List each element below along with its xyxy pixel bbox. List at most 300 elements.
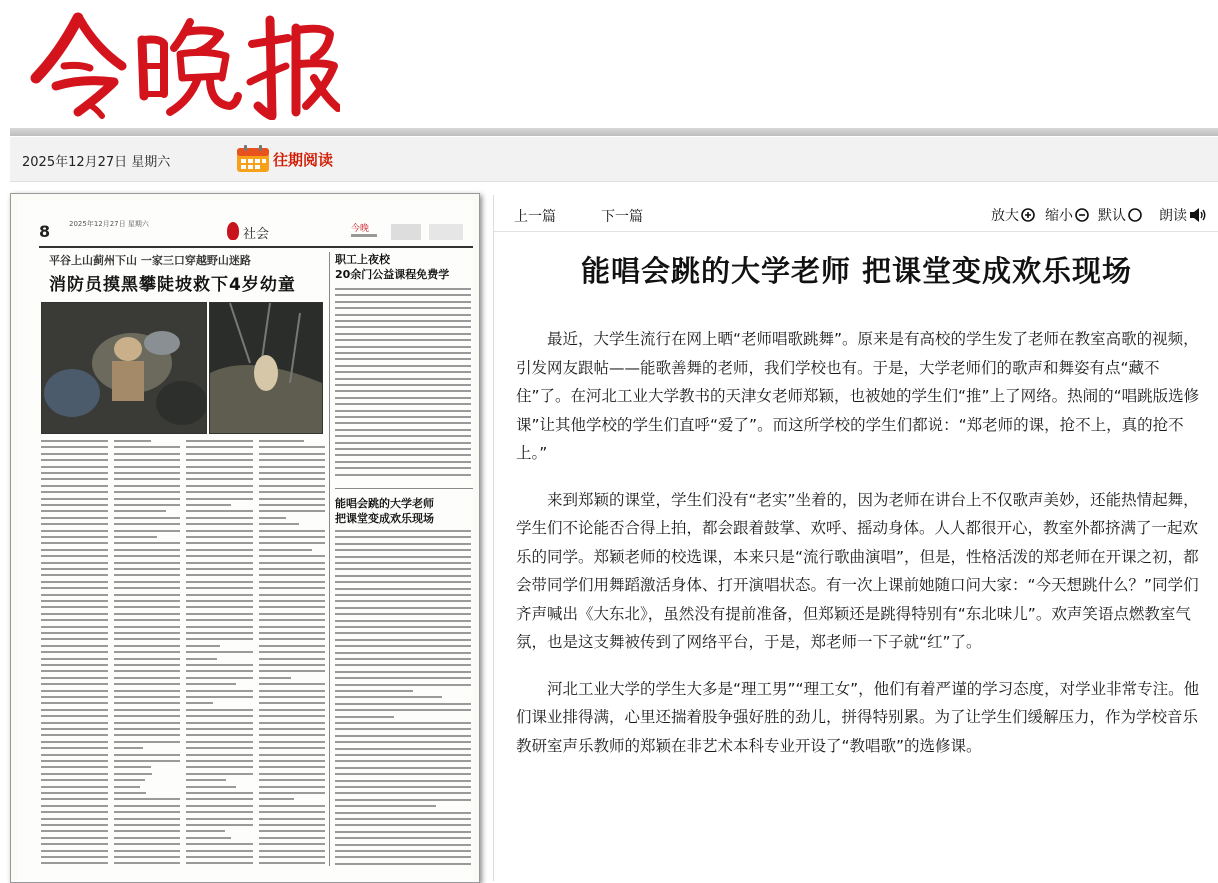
text-line xyxy=(186,600,253,602)
masthead xyxy=(0,0,1218,128)
text-line xyxy=(335,530,471,532)
text-line xyxy=(335,581,471,583)
text-line xyxy=(41,734,108,736)
text-line xyxy=(259,459,326,461)
text-line xyxy=(259,754,326,756)
text-line xyxy=(335,856,471,858)
text-line xyxy=(114,594,181,596)
text-line xyxy=(335,314,471,316)
text-line xyxy=(114,702,181,704)
text-line xyxy=(186,542,253,544)
text-line xyxy=(114,677,181,679)
body-text-side-1 xyxy=(335,288,471,480)
text-line xyxy=(114,664,181,666)
text-line xyxy=(186,709,253,711)
text-line xyxy=(259,683,326,685)
text-line xyxy=(335,709,471,711)
text-line xyxy=(186,549,253,551)
text-line xyxy=(41,594,108,596)
column-divider xyxy=(329,252,330,866)
text-line xyxy=(259,478,326,480)
text-line xyxy=(186,440,253,442)
text-line xyxy=(114,690,181,692)
text-line xyxy=(41,760,108,762)
text-line xyxy=(259,792,326,794)
text-line xyxy=(259,741,326,743)
text-line xyxy=(114,510,167,512)
svg-text:今晚: 今晚 xyxy=(351,224,370,234)
text-line xyxy=(114,638,181,640)
text-line xyxy=(186,478,253,480)
issue-date: 2025年12月27日 星期六 xyxy=(22,155,171,170)
text-line xyxy=(259,658,326,660)
text-line xyxy=(259,818,326,820)
read-aloud-label: 朗读 xyxy=(1159,208,1187,224)
text-line xyxy=(335,741,471,743)
text-line xyxy=(186,741,253,743)
date-bar xyxy=(10,137,1218,182)
text-line xyxy=(335,837,471,839)
text-line xyxy=(41,491,108,493)
text-line xyxy=(41,683,108,685)
text-line xyxy=(114,843,181,845)
text-line xyxy=(259,638,326,640)
page-header-rule xyxy=(39,246,473,248)
text-line xyxy=(259,766,326,768)
main-subheadline: 平谷上山蓟州下山 一家三口穿越野山迷路 xyxy=(49,254,251,267)
text-line xyxy=(186,581,253,583)
text-line xyxy=(259,498,326,500)
text-line xyxy=(114,568,181,570)
text-line xyxy=(259,472,326,474)
text-line xyxy=(186,510,253,512)
text-line xyxy=(259,773,326,775)
text-line xyxy=(41,677,108,679)
text-line xyxy=(335,536,471,538)
text-line xyxy=(335,371,471,373)
text-line xyxy=(335,818,471,820)
text-line xyxy=(41,536,108,538)
text-line xyxy=(114,811,181,813)
text-line xyxy=(186,498,253,500)
text-line xyxy=(335,844,471,846)
text-line xyxy=(41,805,108,807)
text-line xyxy=(335,664,471,666)
text-line xyxy=(41,459,108,461)
text-line xyxy=(114,632,181,634)
body-text-side-2 xyxy=(335,530,471,870)
text-line xyxy=(114,549,181,551)
text-line xyxy=(41,786,108,788)
text-line xyxy=(335,435,471,437)
text-line xyxy=(259,798,295,800)
text-line xyxy=(114,523,181,525)
text-line xyxy=(41,798,108,800)
text-line xyxy=(335,594,471,596)
text-line xyxy=(335,568,471,570)
text-line xyxy=(114,715,181,717)
text-line xyxy=(114,619,181,621)
text-line xyxy=(335,690,413,692)
text-line xyxy=(335,613,471,615)
text-line xyxy=(41,779,108,781)
text-line xyxy=(114,606,181,608)
text-line xyxy=(259,568,326,570)
text-line xyxy=(259,824,326,826)
text-line xyxy=(41,446,108,448)
article-paragraph: 河北工业大学的学生大多是“理工男”“理工女”，他们有着严谨的学习态度，对学业非常专注。他们课业排得满，心里还揣着股争强好胜的劲儿，拼得特别累。为了让学生们缓解压力，作为学校音乐教研室声乐教师的郑颖在非艺术本科专业开设了“教唱歌”的选修课。 xyxy=(516,679,1200,755)
text-line xyxy=(186,594,253,596)
text-line xyxy=(114,856,181,858)
text-line xyxy=(41,606,108,608)
text-line xyxy=(186,453,253,455)
text-line xyxy=(335,773,471,775)
article-panel xyxy=(493,195,1218,881)
text-line xyxy=(335,422,471,424)
text-line xyxy=(186,696,253,698)
text-line xyxy=(114,491,181,493)
text-line xyxy=(259,606,326,608)
text-line xyxy=(259,747,326,749)
text-line xyxy=(186,766,253,768)
text-line xyxy=(259,786,326,788)
article-title: 能唱会跳的大学老师 把课堂变成欢乐现场 xyxy=(580,254,1133,288)
text-line xyxy=(335,639,471,641)
text-line xyxy=(114,709,181,711)
text-line xyxy=(186,779,226,781)
text-line xyxy=(41,754,108,756)
text-line xyxy=(114,645,181,647)
text-line xyxy=(335,556,471,558)
text-line xyxy=(259,760,326,762)
text-line xyxy=(41,773,108,775)
text-line xyxy=(41,600,108,602)
text-line xyxy=(186,792,253,794)
text-line xyxy=(335,722,471,724)
text-line xyxy=(259,670,326,672)
text-line xyxy=(335,301,471,303)
text-line xyxy=(41,843,108,845)
text-line xyxy=(41,453,108,455)
masthead-divider xyxy=(10,128,1218,136)
plus-circle-icon xyxy=(1021,208,1035,222)
text-line xyxy=(335,760,471,762)
text-line xyxy=(259,466,326,468)
text-line xyxy=(186,664,253,666)
story-divider xyxy=(335,488,473,489)
text-line xyxy=(335,671,471,673)
text-line xyxy=(41,619,108,621)
text-line xyxy=(186,606,253,608)
text-line xyxy=(114,798,181,800)
text-line xyxy=(335,384,471,386)
text-line xyxy=(186,619,253,621)
text-line xyxy=(335,416,471,418)
text-line xyxy=(186,536,253,538)
text-line xyxy=(335,358,471,360)
text-line xyxy=(41,658,108,660)
text-line xyxy=(335,588,471,590)
text-line xyxy=(41,562,108,564)
text-line xyxy=(335,645,471,647)
text-line xyxy=(186,690,253,692)
text-line xyxy=(335,294,471,296)
text-line xyxy=(41,549,108,551)
page-number: 8 xyxy=(39,222,51,241)
text-line xyxy=(114,574,181,576)
text-line xyxy=(114,670,181,672)
text-line xyxy=(41,645,108,647)
text-line xyxy=(186,555,253,557)
text-line xyxy=(186,523,253,525)
text-line xyxy=(259,440,304,442)
text-line xyxy=(114,446,181,448)
text-line xyxy=(259,587,326,589)
text-line xyxy=(41,440,108,442)
text-line xyxy=(114,760,181,762)
zoom-out-button[interactable] xyxy=(1045,205,1089,225)
text-line xyxy=(335,684,471,686)
text-line xyxy=(186,856,253,858)
text-line xyxy=(186,638,253,640)
archive-label: 往期阅读 xyxy=(273,150,334,169)
text-line xyxy=(335,703,471,705)
text-line xyxy=(186,670,253,672)
text-line xyxy=(41,664,108,666)
text-line xyxy=(335,658,471,660)
text-line xyxy=(259,555,326,557)
text-line xyxy=(41,824,108,826)
text-line xyxy=(41,862,108,864)
text-line xyxy=(186,805,253,807)
text-line xyxy=(259,805,326,807)
text-line xyxy=(335,850,471,852)
text-line xyxy=(259,536,326,538)
text-line xyxy=(335,799,471,801)
text-line xyxy=(41,542,108,544)
main-headline[interactable]: 消防员摸黑攀陡坡救下4岁幼童 xyxy=(49,275,296,295)
text-line xyxy=(186,504,231,506)
text-line xyxy=(335,339,471,341)
side-story-2-title[interactable]: 能唱会跳的大学老师 把课堂变成欢乐现场 xyxy=(335,497,434,525)
text-line xyxy=(41,613,108,615)
text-line xyxy=(114,779,145,781)
text-line xyxy=(186,587,253,589)
text-line xyxy=(114,517,181,519)
text-line xyxy=(41,472,108,474)
text-line xyxy=(186,837,231,839)
text-line xyxy=(259,734,326,736)
text-line xyxy=(259,523,299,525)
text-line xyxy=(114,766,151,768)
text-line xyxy=(186,613,253,615)
text-line xyxy=(186,818,253,820)
text-line xyxy=(41,638,108,640)
text-line xyxy=(41,766,108,768)
text-line xyxy=(41,850,108,852)
text-line xyxy=(335,786,471,788)
text-line xyxy=(186,715,253,717)
text-line xyxy=(259,562,326,564)
text-line xyxy=(41,523,108,525)
section-label: 社会 xyxy=(243,227,270,242)
text-line xyxy=(114,555,181,557)
text-line xyxy=(335,620,471,622)
text-line xyxy=(41,485,108,487)
text-line xyxy=(186,446,253,448)
read-aloud-button[interactable] xyxy=(1159,205,1207,225)
text-line xyxy=(259,709,326,711)
text-line xyxy=(259,677,291,679)
text-line xyxy=(186,466,253,468)
text-line xyxy=(114,862,181,864)
rescue-photo-1 xyxy=(41,302,207,434)
text-line xyxy=(335,824,471,826)
page-meta: 2025年12月27日 星期六 xyxy=(69,220,149,228)
zoom-in-button[interactable] xyxy=(991,205,1035,225)
text-line xyxy=(259,530,326,532)
text-line xyxy=(259,715,326,717)
text-line xyxy=(114,824,181,826)
text-line xyxy=(335,792,471,794)
text-line xyxy=(41,792,108,794)
text-line xyxy=(259,837,326,839)
text-line xyxy=(41,811,108,813)
text-line xyxy=(259,619,326,621)
text-line xyxy=(335,365,471,367)
text-line xyxy=(335,831,471,833)
text-line xyxy=(41,722,108,724)
text-line xyxy=(186,811,253,813)
text-line xyxy=(335,397,471,399)
text-line xyxy=(114,504,181,506)
text-line xyxy=(335,429,471,431)
text-line xyxy=(114,722,181,724)
text-line xyxy=(259,696,326,698)
text-line xyxy=(186,824,253,826)
text-line xyxy=(41,581,108,583)
text-line xyxy=(186,562,253,564)
text-line xyxy=(186,754,253,756)
text-line xyxy=(41,651,108,653)
text-line xyxy=(41,747,108,749)
text-line xyxy=(335,728,471,730)
text-line xyxy=(335,333,471,335)
text-line xyxy=(114,651,181,653)
text-line xyxy=(186,626,253,628)
side-story-1-title[interactable]: 职工上夜校 20余门公益课程免费学 xyxy=(335,253,450,281)
text-line xyxy=(259,651,326,653)
text-line xyxy=(41,696,108,698)
text-line xyxy=(335,652,471,654)
text-line xyxy=(41,574,108,576)
text-line xyxy=(259,645,326,647)
text-line xyxy=(41,478,108,480)
text-line xyxy=(259,517,286,519)
text-line xyxy=(114,613,181,615)
text-line xyxy=(259,542,326,544)
prev-article-link[interactable]: 上一篇 xyxy=(514,209,556,225)
text-line xyxy=(335,716,394,718)
text-line xyxy=(114,581,181,583)
text-line xyxy=(41,632,108,634)
text-line xyxy=(41,504,108,506)
text-line xyxy=(186,734,253,736)
text-line xyxy=(186,632,253,634)
text-line xyxy=(114,466,181,468)
text-line xyxy=(41,670,108,672)
text-line xyxy=(114,453,181,455)
text-line xyxy=(114,658,181,660)
text-line xyxy=(114,478,181,480)
text-line xyxy=(186,658,217,660)
text-line xyxy=(259,856,326,858)
text-line xyxy=(335,307,471,309)
text-line xyxy=(114,485,181,487)
text-line xyxy=(186,702,213,704)
text-line xyxy=(186,459,253,461)
text-line xyxy=(259,446,326,448)
text-line xyxy=(41,466,108,468)
text-line xyxy=(335,632,471,634)
text-line xyxy=(41,837,108,839)
text-line xyxy=(259,728,326,730)
text-line xyxy=(186,645,220,647)
text-line xyxy=(41,498,108,500)
text-line xyxy=(335,549,471,551)
body-text-columns-left xyxy=(41,440,325,870)
text-line xyxy=(335,543,471,545)
text-line xyxy=(114,773,153,775)
text-line xyxy=(114,728,181,730)
text-line xyxy=(335,403,471,405)
text-line xyxy=(335,326,471,328)
text-line xyxy=(335,696,442,698)
article-paragraph: 最近，大学生流行在网上晒“老师唱歌跳舞”。原来是有高校的学生发了老师在教室高歌的视频，引发网友跟帖——能歌善舞的老师，我们学校也有。于是，大学老师们的歌声和舞姿有点“藏不住”了。在河北工业大学教书的天津女老师郑颖，也被她的学生们“推”上了网络。热闹的“唱跳版选修课”让其他学校的学生们直呼“爱了”。而这所学校的学生们都说：“郑老师的课，抢不上，真的抢不上。” xyxy=(516,330,1200,462)
text-line xyxy=(41,728,108,730)
article-paragraph: 来到郑颖的课堂，学生们没有“老实”坐着的，因为老师在讲台上不仅歌声美妙，还能热情起舞，学生们不论能否合得上拍，都会跟着鼓掌、欢呼、摇动身体。人人都很开心，教室外都挤满了一起欢乐的同学。郑颖老师的校选课，本来只是“流行歌曲演唱”，但是，性格活泼的郑老师在开课之初，都会带同学们用舞蹈激活身体、打开演唱状态。有一次上课前她随口问大家：“今天想跳什么？”同学们齐声喊出《大东北》，虽然没有提前准备，但郑颖还是跳得特别有“东北味儿”。欢声笑语点燃教室气氛，也是这支舞被传到了网络平台，于是，郑老师一下子就“红”了。 xyxy=(516,490,1199,651)
text-line xyxy=(335,735,471,737)
text-line xyxy=(114,587,181,589)
text-line xyxy=(186,862,253,864)
text-line xyxy=(335,442,471,444)
text-line xyxy=(335,600,471,602)
text-line xyxy=(259,491,326,493)
text-line xyxy=(335,767,471,769)
text-line xyxy=(186,843,253,845)
newspaper-page-viewer[interactable] xyxy=(10,193,480,883)
text-line xyxy=(186,651,253,653)
text-line xyxy=(114,626,181,628)
speaker-icon xyxy=(1189,207,1207,223)
text-line xyxy=(259,722,326,724)
text-line xyxy=(186,830,225,832)
rescue-photo-2 xyxy=(209,302,323,434)
next-article-link[interactable]: 下一篇 xyxy=(601,209,643,225)
text-line xyxy=(41,555,108,557)
text-line xyxy=(259,485,326,487)
default-size-button[interactable] xyxy=(1098,205,1142,225)
text-line xyxy=(335,288,471,290)
text-line xyxy=(259,510,326,512)
text-line xyxy=(186,773,253,775)
text-line xyxy=(259,613,326,615)
archive-link[interactable] xyxy=(236,145,333,173)
text-line xyxy=(114,741,181,743)
text-line xyxy=(186,677,253,679)
newspaper-logo[interactable] xyxy=(30,8,340,120)
text-line xyxy=(186,683,236,685)
